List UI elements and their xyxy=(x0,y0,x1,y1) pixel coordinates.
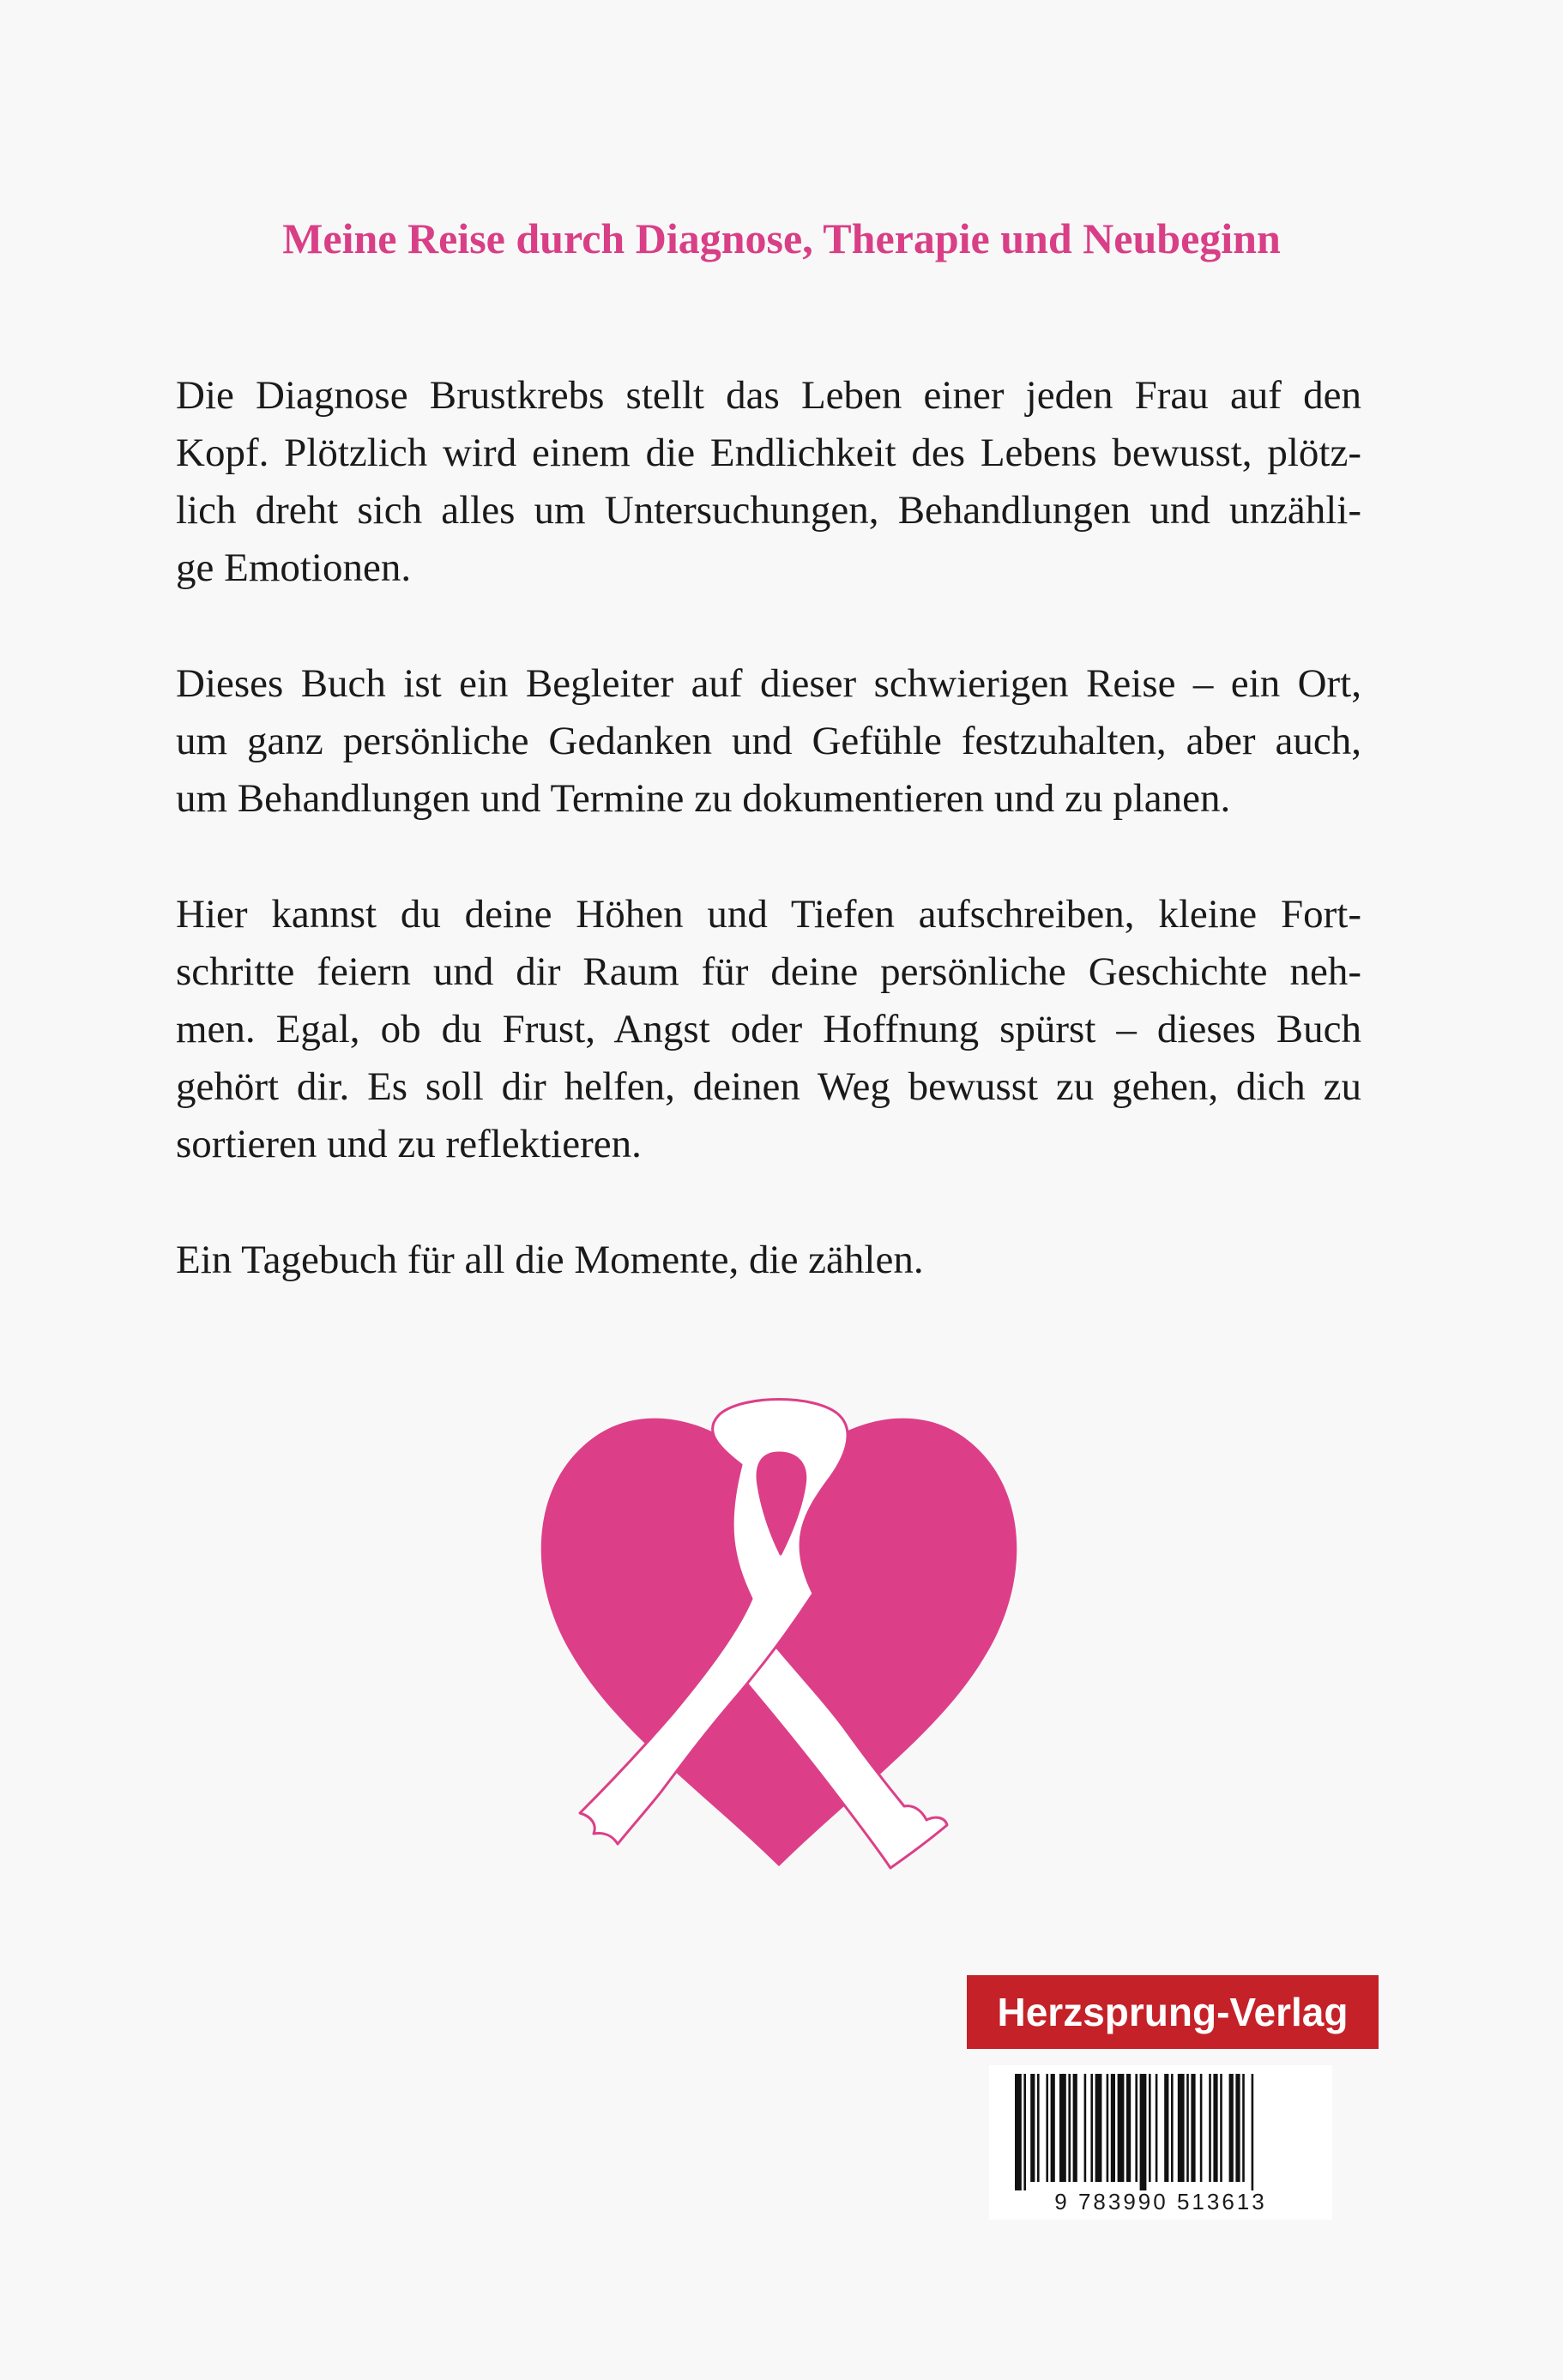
barcode-bar xyxy=(1107,2074,1109,2182)
blurb-line: Kopf. Plötzlich wird einem die Endlichkeit des Lebens bewusst, plötz- xyxy=(176,431,1361,475)
barcode-bar xyxy=(1095,2074,1102,2182)
barcode-bar xyxy=(1229,2074,1234,2182)
barcode-bar xyxy=(1030,2074,1035,2182)
barcode-bar xyxy=(1235,2074,1240,2182)
barcode-bar xyxy=(1059,2074,1066,2182)
blurb-line: um Behandlungen und Termine zu dokumentieren und zu planen. xyxy=(176,776,1231,821)
barcode-bar xyxy=(1126,2074,1131,2182)
barcode-bar xyxy=(1111,2074,1115,2182)
blurb-line: men. Egal, ob du Frust, Angst oder Hoffnung spürst – dieses Buch xyxy=(176,1007,1361,1051)
blurb-paragraph xyxy=(176,367,1361,597)
barcode-bar xyxy=(1135,2074,1138,2182)
publisher-logo: Herzsprung-Verlag xyxy=(967,1975,1379,2049)
barcode-bar xyxy=(1051,2074,1055,2182)
barcode-bar xyxy=(1178,2074,1185,2182)
barcode-bar xyxy=(1242,2074,1245,2182)
blurb-line: um ganz persönliche Gedanken und Gefühle festzuhalten, aber auch, xyxy=(176,719,1361,763)
heart-ribbon-icon xyxy=(530,1396,1028,1877)
blurb-line: gehört dir. Es soll dir helfen, deinen Weg bewusst zu gehen, dich zu xyxy=(176,1064,1361,1109)
cover-blurb xyxy=(176,367,1361,1347)
barcode-bar xyxy=(1140,2074,1147,2190)
barcode-bar xyxy=(1037,2074,1040,2182)
barcode-bar xyxy=(1156,2074,1158,2182)
blurb-line: Die Diagnose Brustkrebs stellt das Leben einer jeden Frau auf den xyxy=(176,373,1361,418)
blurb-line: lich dreht sich alles um Untersuchungen, Behandlungen und unzähli- xyxy=(176,488,1361,533)
barcode-bar xyxy=(1046,2074,1048,2182)
barcode-digits: 9 783990 513613 xyxy=(1054,2189,1267,2214)
isbn-barcode xyxy=(989,2065,1332,2220)
barcode-bar xyxy=(1200,2074,1203,2182)
blurb-line: ge Emotionen. xyxy=(176,545,412,590)
blurb-line: Ein Tagebuch für all die Momente, die zählen. xyxy=(176,1238,924,1282)
barcode-bar xyxy=(1191,2074,1195,2182)
barcode-bar xyxy=(1118,2074,1125,2182)
cover-subtitle: Meine Reise durch Diagnose, Therapie und Neubeginn xyxy=(282,214,1281,262)
barcode-bar xyxy=(1073,2074,1077,2182)
blurb-line: sortieren und zu reflektieren. xyxy=(176,1122,642,1166)
barcode-bar xyxy=(1090,2074,1093,2182)
barcode-bar xyxy=(1209,2074,1211,2182)
barcode-bar xyxy=(1015,2074,1022,2190)
blurb-paragraph xyxy=(176,655,1361,828)
blurb-paragraph xyxy=(176,1232,1361,1289)
barcode-bar xyxy=(1213,2074,1217,2182)
barcode-bar xyxy=(1171,2074,1174,2182)
barcode-bar xyxy=(1252,2074,1254,2190)
blurb-line: Hier kannst du deine Höhen und Tiefen aufschreiben, kleine Fort- xyxy=(176,892,1361,937)
barcode-bar xyxy=(1164,2074,1168,2182)
barcode-bar xyxy=(1068,2074,1071,2182)
barcode-bar xyxy=(1084,2074,1087,2182)
blurb-line: schritte feiern und dir Raum für deine persönliche Geschichte neh- xyxy=(176,949,1361,994)
barcode-bar xyxy=(1023,2074,1026,2190)
barcode-bar xyxy=(1186,2074,1189,2182)
barcode-bar xyxy=(1220,2074,1222,2182)
barcode-bar xyxy=(1149,2074,1151,2182)
blurb-paragraph xyxy=(176,886,1361,1173)
blurb-line: Dieses Buch ist ein Begleiter auf dieser schwierigen Reise – ein Ort, xyxy=(176,661,1361,706)
